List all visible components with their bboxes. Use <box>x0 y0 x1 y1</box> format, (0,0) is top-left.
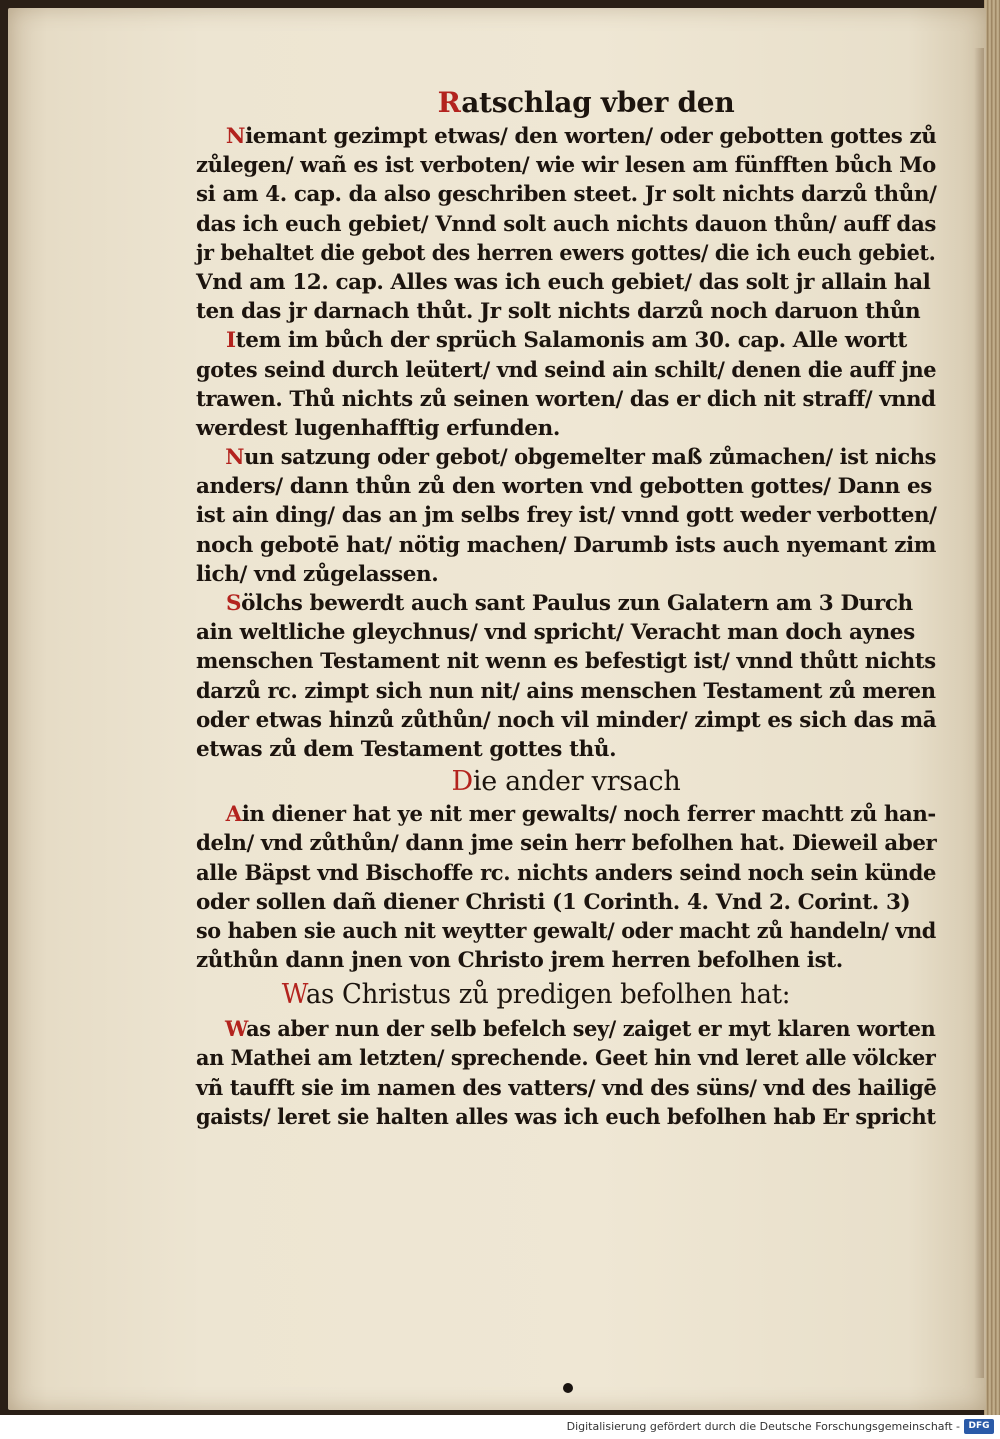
ink-dot <box>563 1383 573 1393</box>
text-line: zůthůn dann jnen von Christo jrem herren befolhen ist. <box>196 948 843 974</box>
rubric-initial: N <box>225 445 245 471</box>
text-line: Nun satzung oder gebot/ obgemelter maß zůmachen/ ist nichs <box>225 445 937 471</box>
text-line: vñ taufft sie im namen des vatters/ vnd des süns/ vnd des hailigē <box>196 1075 937 1101</box>
text-line: an Mathei am letzten/ sprechende. Geet hin vnd leret alle völcker <box>196 1046 936 1072</box>
rubric-initial: R <box>437 86 462 119</box>
text-line: noch gebotē hat/ nötig machen/ Darumb ists auch nyemant zim <box>196 532 937 558</box>
text-line: darzů rc. zimpt sich nun nit/ ains menschen Testament zů meren <box>196 678 936 704</box>
paragraph-4 <box>196 589 936 764</box>
paragraph-1 <box>196 122 936 326</box>
page-text <box>196 84 936 1132</box>
paragraph-3 <box>196 443 936 589</box>
paragraph-6 <box>196 1015 936 1132</box>
rubric-initial: I <box>226 328 236 354</box>
running-head: Ratschlag vber den <box>437 86 735 119</box>
text-line: gotes seind durch leütert/ vnd seind ain schilt/ denen die auff jne <box>196 357 937 383</box>
text-line: zůlegen/ wañ es ist verboten/ wie wir lesen am fünfften bůch Mo <box>196 153 936 179</box>
text-line: das ich euch gebiet/ Vnnd solt auch nichts dauon thůn/ auff das <box>196 211 937 237</box>
text-line: ist ain ding/ das an jm selbs frey ist/ vnnd gott weder verbotten/ <box>196 503 937 529</box>
text-line: etwas zů dem Testament gottes thů. <box>196 736 617 762</box>
text-line: so haben sie auch nit weytter gewalt/ oder macht zů handeln/ vnd <box>196 918 936 944</box>
text-line: Ain diener hat ye nit mer gewalts/ noch ferrer machtt zů han- <box>225 802 936 828</box>
rubric-initial: W <box>225 1017 247 1043</box>
book-fore-edge <box>984 0 1000 1415</box>
section-heading: Die ander vrsach <box>451 766 681 798</box>
rubric-initial: D <box>451 766 473 798</box>
rubric-initial: W <box>281 979 306 1011</box>
text-line: ain weltliche gleychnus/ vnd spricht/ Veracht man doch aynes <box>196 620 915 646</box>
text-line: si am 4. cap. da also geschriben steet. Jr solt nichts darzů thůn/ <box>196 182 937 208</box>
text-line: ten das jr darnach thůt. Jr solt nichts darzů noch daruon thůn <box>196 299 921 325</box>
text-line: Niemant gezimpt etwas/ den worten/ oder gebotten gottes zů <box>225 124 937 149</box>
rubric-initial: A <box>225 802 242 828</box>
text-line: werdest lugenhafftig erfunden. <box>196 415 560 441</box>
text-line: oder sollen dañ diener Christi (1 Corinth. 4. Vnd 2. Corint. 3) <box>196 889 911 915</box>
text-line: jr behaltet die gebot des herren ewers gottes/ die ich euch gebiet. <box>196 240 936 266</box>
funding-credit: Digitalisierung gefördert durch die Deutsche Forschungsgemeinschaft - <box>566 1420 960 1433</box>
text-line: Was aber nun der selb befelch sey/ zaiget er myt klaren worten <box>225 1017 936 1043</box>
text-line: Item im bůch der sprüch Salamonis am 30. cap. Alle wortt <box>226 328 907 354</box>
text-line: Sölchs bewerdt auch sant Paulus zun Galatern am 3 Durch <box>226 591 913 616</box>
footer-bar <box>0 1415 1000 1439</box>
text-line: alle Bäpst vnd Bischoffe rc. nichts anders seind noch sein künde <box>196 860 937 886</box>
text-line: oder etwas hinzů zůthůn/ noch vil minder/ zimpt es sich das mā <box>196 707 937 733</box>
text-line: lich/ vnd zůgelassen. <box>196 561 439 587</box>
text-line: trawen. Thů nichts zů seinen worten/ das er dich nit straff/ vnnd <box>196 386 936 412</box>
paragraph-5 <box>196 800 936 975</box>
rubric-initial: N <box>225 124 246 149</box>
text-line: menschen Testament nit wenn es befestigt ist/ vnnd thůtt nichts <box>196 649 936 675</box>
text-line: Vnd am 12. cap. Alles was ich euch gebiet/ das solt jr allain hal <box>196 269 931 295</box>
text-line: deln/ vnd zůthůn/ dann jme sein herr befolhen hat. Dieweil aber <box>196 831 937 857</box>
section-heading: Was Christus zů predigen befolhen hat: <box>281 979 791 1011</box>
dfg-logo-icon: DFG <box>964 1419 994 1434</box>
text-line: gaists/ leret sie halten alles was ich euch befolhen hab Er spricht <box>196 1104 936 1130</box>
rubric-initial: S <box>226 591 242 616</box>
text-line: anders/ dann thůn zů den worten vnd gebotten gottes/ Dann es <box>196 474 932 500</box>
paragraph-2 <box>196 326 936 443</box>
